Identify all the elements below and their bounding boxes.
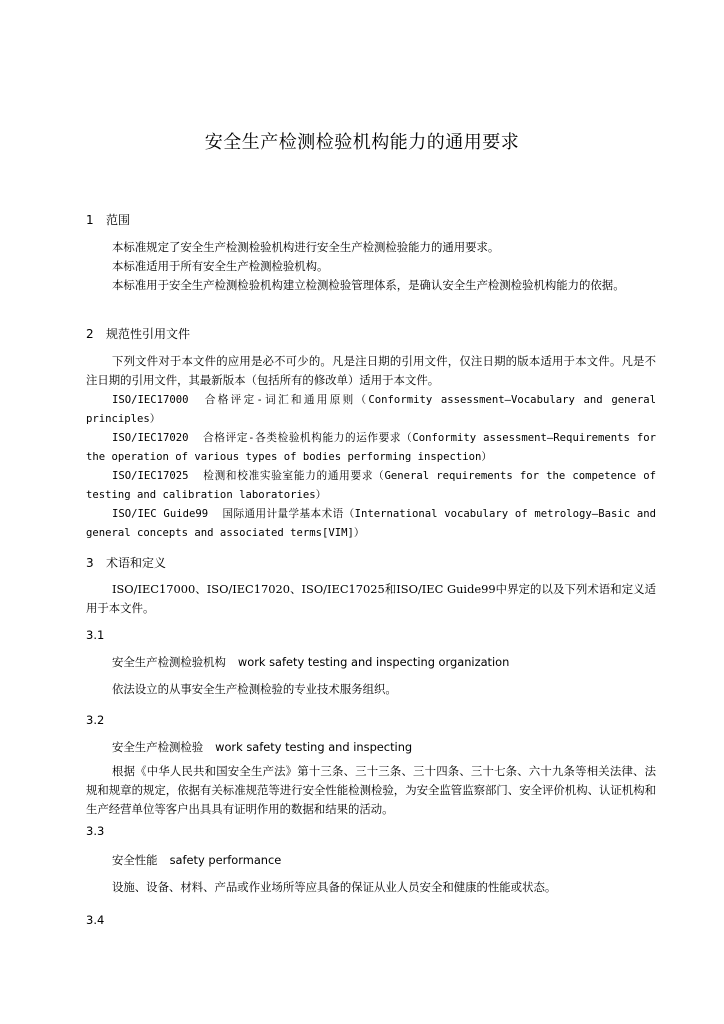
document-title: 安全生产检测检验机构能力的通用要求	[204, 132, 520, 153]
term-entry	[112, 739, 412, 755]
term-definition: 设施、设备、材料、产品或作业场所等应具备的保证从业人员安全和健康的性能或状态。	[112, 880, 557, 894]
term-en: safety performance	[169, 853, 282, 867]
clause-number: 3.4	[86, 913, 105, 927]
clause-number: 3.2	[86, 713, 105, 727]
term-entry	[112, 654, 509, 670]
term-zh: 安全生产检测检验机构	[112, 655, 226, 669]
paragraph: 本标准用于安全生产检测检验机构建立检测检验管理体系，是确认安全生产检测检验机构能力的依据。	[112, 278, 625, 292]
section-number: 2	[86, 327, 94, 341]
clause-number: 3.1	[86, 628, 105, 642]
section-number: 3	[86, 556, 94, 570]
reference-code: ISO/IEC17020	[112, 432, 189, 444]
term-en: work safety testing and inspecting organization	[237, 655, 510, 669]
term-en: work safety testing and inspecting	[215, 740, 413, 754]
reference-item	[86, 391, 656, 429]
reference-text: 合格评定-各类检验机构能力的运作要求（Conformity assessment—Requirements for the operation of various types of bodies performing inspection）	[86, 432, 656, 463]
term-entry	[112, 852, 281, 868]
term-definition: 依法设立的从事安全生产检测检验的专业技术服务组织。	[112, 682, 397, 696]
reference-item	[86, 467, 656, 505]
term-definition: 根据《中华人民共和国安全生产法》第十三条、三十三条、三十四条、三十七条、六十九条等相关法律、法规和规章的规定，依据有关标准规范等进行安全性能检测检验，为安全监管监察部门、安全评价机构、认证机构和生产经营单位等客户出具具有证明作用的数据和结果的活动。	[86, 764, 656, 816]
section-heading-scope	[86, 212, 130, 228]
reference-item	[86, 429, 656, 467]
reference-code: ISO/IEC17025	[112, 470, 189, 482]
section-heading-normative-references	[86, 326, 190, 342]
section-title: 规范性引用文件	[106, 327, 191, 341]
reference-code: ISO/IEC17000	[112, 394, 189, 406]
section-heading-terms-definitions	[86, 555, 166, 571]
section-title: 范围	[106, 213, 131, 227]
clause-number: 3.3	[86, 824, 105, 838]
paragraph: 本标准规定了安全生产检测检验机构进行安全生产检测检验能力的通用要求。	[112, 240, 500, 254]
paragraph: 下列文件对于本文件的应用是必不可少的。凡是注日期的引用文件，仅注日期的版本适用于本文件。凡是不注日期的引用文件，其最新版本（包括所有的修改单）适用于本文件。	[86, 354, 656, 387]
term-zh: 安全性能	[112, 853, 158, 867]
term-zh: 安全生产检测检验	[112, 740, 204, 754]
reference-code: ISO/IEC Guide99	[112, 508, 209, 520]
reference-text: 国际通用计量学基本术语（International vocabulary of metrology—Basic and general concepts and associated terms[VIM]）	[86, 508, 657, 539]
section-number: 1	[86, 213, 94, 227]
section-title: 术语和定义	[106, 556, 167, 570]
reference-text: 合格评定-词汇和通用原则（Conformity assessment—Vocabulary and general principles）	[86, 394, 656, 425]
paragraph: ISO/IEC17000、ISO/IEC17020、ISO/IEC17025和ISO/IEC Guide99中界定的以及下列术语和定义适用于本文件。	[86, 582, 656, 615]
reference-text: 检测和校准实验室能力的通用要求（General requirements for the competence of testing and calibration laboratories）	[86, 470, 656, 501]
reference-item	[86, 505, 656, 543]
paragraph: 本标准适用于所有安全生产检测检验机构。	[112, 259, 329, 273]
